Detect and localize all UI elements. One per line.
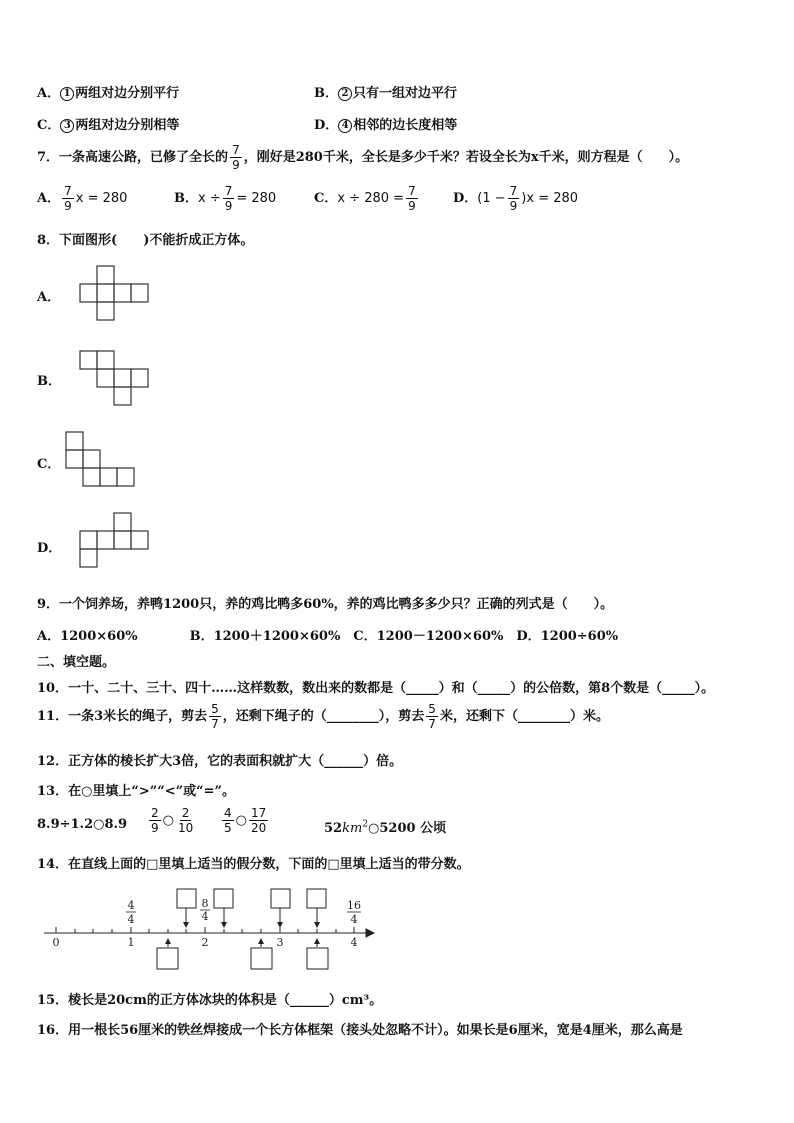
numerator: 7 [224,184,233,198]
denominator: 9 [224,199,233,213]
numerator: 7 [232,143,240,157]
q16-text: 用一根长56厘米的铁丝焊接成一个长方体框架（接头处忽略不计）。如果长是6厘米，宽是4厘米，那么高是 [68,1023,683,1038]
denominator: 9 [151,821,159,835]
question-number: 12． [37,754,69,769]
arrow-head [277,922,283,928]
tick-label: 0 [52,936,60,949]
net-d-label: D． [37,541,62,556]
numerator: 7 [408,184,416,198]
q10-text: 一十、二十、三十、四十……这样数数，数出来的数都是（_____）和（_____）的公倍数，第8个数是（_____）。 [68,681,715,696]
equation: (1 − [477,191,506,206]
numerator: 4 [224,806,232,820]
arrow-head [314,922,320,928]
option-label: D． [314,118,339,133]
tick-label: 1 [127,936,135,949]
q12-text: 正方体的棱长扩大3倍，它的表面积就扩大（______）倍。 [68,754,403,769]
q7-text: 一条高速公路，已修了全长的 [59,150,229,165]
question-number: 11． [37,709,69,724]
option-label: C． [37,118,61,133]
tick-label: 2 [201,936,209,949]
question-number: 16． [37,1023,69,1038]
numerator: 5 [428,702,436,716]
q11-text: 一条3米长的绳子，剪去 [68,709,208,724]
question-number: 10． [37,681,69,696]
numerator: 7 [64,184,72,198]
answer-box-top[interactable] [271,889,290,908]
tick-label: 3 [276,936,284,949]
value: 52 [324,821,343,836]
circled-number: 2 [338,87,352,101]
denominator: 9 [232,158,240,172]
value: ○5200 公顷 [368,821,447,836]
option-text: 相邻的边长度相等 [353,118,458,133]
fraction-denominator: 4 [350,913,358,926]
arrow-head [258,938,264,944]
fraction-denominator: 4 [201,910,209,923]
net-a-label: A． [37,290,61,305]
arrow-head [366,929,374,937]
fraction-numerator: 4 [127,899,135,912]
option-label: C． [314,191,338,206]
net-c-label: C． [37,457,61,472]
numerator: 2 [181,806,190,820]
numerator: 17 [250,806,267,820]
net-b-label: B． [37,374,61,389]
answer-box-top[interactable] [307,889,326,908]
equation: x = 280 [75,191,128,206]
q11-text: ，还剩下绳子的（________），剪去 [222,709,425,724]
circled-number: 4 [338,119,352,133]
q15-text: 棱长是20cm的正方体冰块的体积是（______）cm³。 [68,993,383,1008]
denominator: 10 [177,821,194,835]
fraction-denominator: 4 [127,913,135,926]
numerator: 5 [211,702,219,716]
q7-text: ，刚好是280千米，全长是多少千米？若设全长为x千米，则方程是（ ）。 [243,150,689,165]
question-number: 13． [37,784,69,799]
denominator: 7 [428,717,436,731]
option-text: 只有一组对边平行 [353,86,458,101]
denominator: 9 [509,199,518,213]
circled-number: 3 [60,119,74,133]
option-label: D． [453,191,478,206]
answer-box-bottom[interactable] [307,948,328,969]
question-number: 9． [37,597,60,612]
numerator: 7 [509,184,518,198]
arrow-head [221,922,227,928]
denominator: 7 [211,717,219,731]
q9-options: A．1200×60% B．1200＋1200×60% C．1200－1200×60% D．1200÷60% [37,629,619,644]
q15 [37,989,382,1008]
unit: km [342,821,363,836]
exponent: 2 [362,819,369,830]
compare-circle: ○ [235,813,247,828]
option-text: 两组对边分别平行 [75,86,180,101]
numerator: 2 [151,806,159,820]
equation: )x = 280 [521,191,579,206]
q13-text: 在○里填上“>”“<”或“=”。 [68,784,235,799]
arrow-head [314,938,320,944]
q8-text: 下面图形( )不能折成正方体。 [59,233,254,248]
denominator: 5 [224,821,232,835]
denominator: 20 [250,821,267,835]
question-number: 7． [37,150,60,165]
q11-text: 米，还剩下（________）米。 [439,709,609,724]
arrow-head [183,922,189,928]
q9-text: 一个饲养场，养鸭1200只，养的鸡比鸭多60%，养的鸡比鸭多多少只？正确的列式是（ ）。 [59,597,614,612]
answer-box-top[interactable] [177,889,196,908]
question-number: 8． [37,233,60,248]
compare-circle: ○ [162,813,174,828]
q14-text: 在直线上面的□里填上适当的假分数，下面的□里填上适当的带分数。 [68,857,470,872]
equation: x ÷ [198,191,221,206]
answer-box-bottom[interactable] [251,948,272,969]
option-label: B． [174,191,198,206]
option-label: A． [37,191,61,206]
denominator: 9 [408,199,416,213]
answer-box-bottom[interactable] [157,948,178,969]
equation: = 280 [236,191,277,206]
arrow-head [165,938,171,944]
tick-label: 4 [350,936,358,949]
answer-box-top[interactable] [214,889,233,908]
fraction-numerator: 8 [201,897,209,910]
option-label: B． [314,86,338,101]
option-text: 两组对边分别相等 [75,118,180,133]
major-ticks [56,927,354,933]
fraction-numerator: 16 [347,899,361,912]
question-number: 15． [37,993,69,1008]
equation: x ÷ 280 = [337,191,405,206]
q16 [37,1019,683,1038]
question-number: 14． [37,857,69,872]
circled-number: 1 [60,87,74,101]
q13-item-1: 8.9÷1.2○8.9 [37,817,128,832]
section-title: 二、填空题。 [37,655,116,670]
option-label: A． [37,86,61,101]
denominator: 9 [64,199,72,213]
